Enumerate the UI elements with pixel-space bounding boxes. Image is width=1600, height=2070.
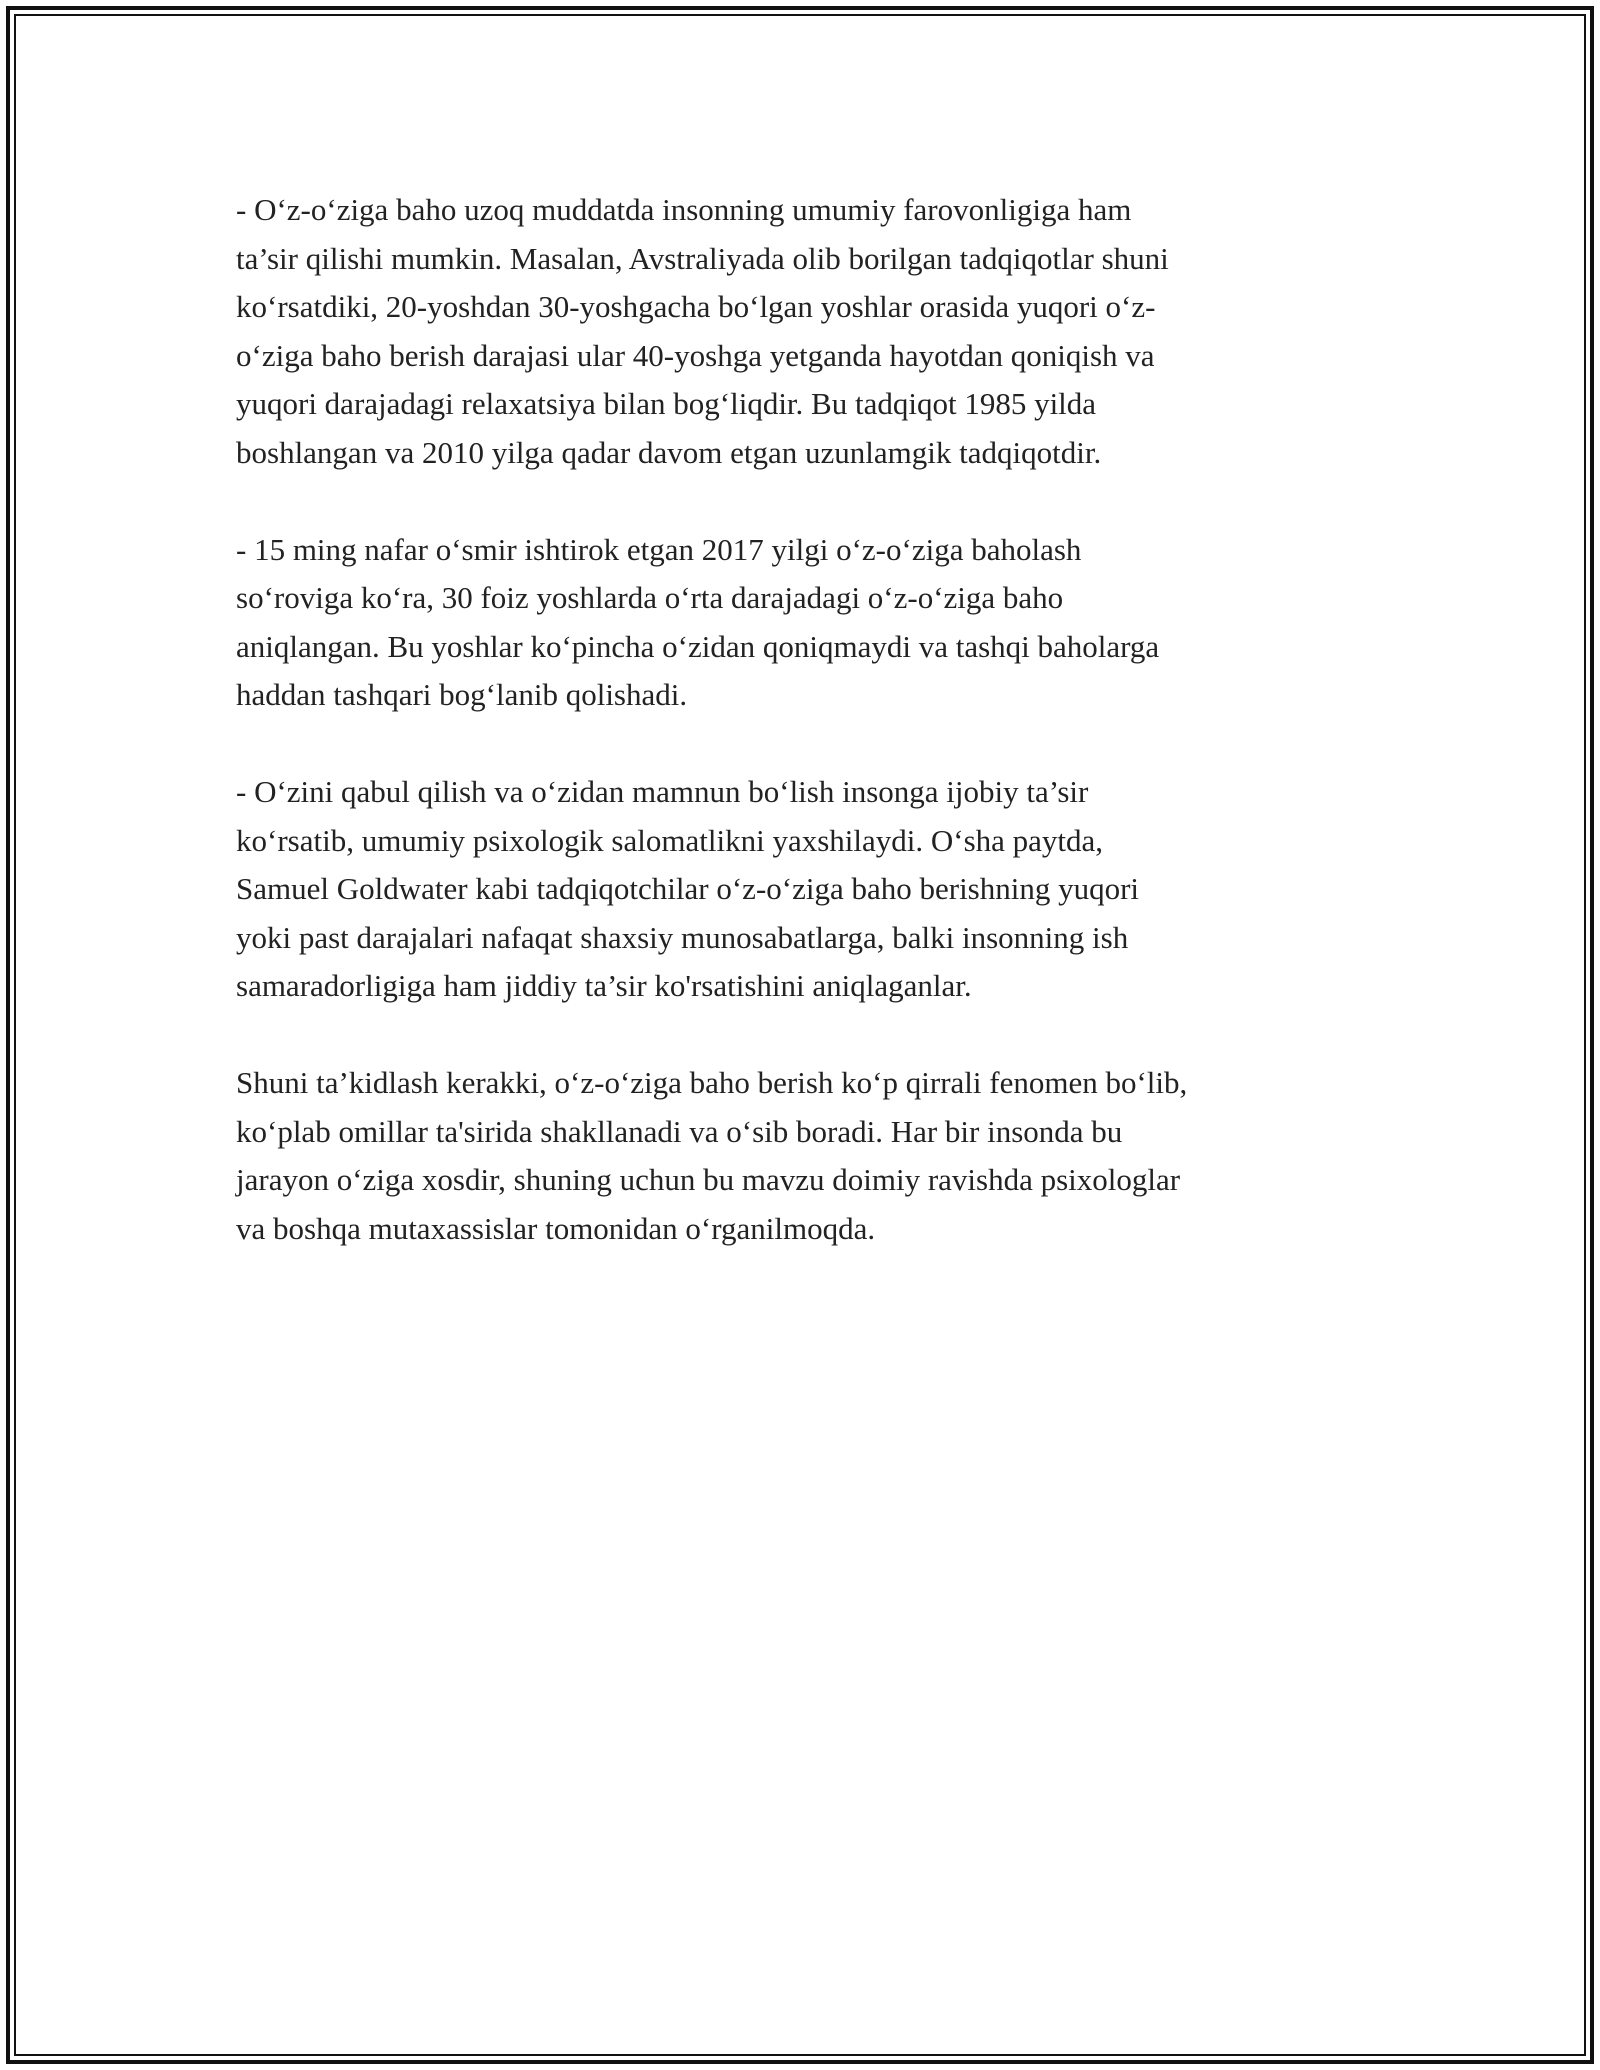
paragraph-conclusion: Shuni ta’kidlash kerakki, o‘z-o‘ziga baho berish ko‘p qirrali fenomen bo‘lib, ko‘plab omillar ta'sirida shakllanadi va o‘sib boradi. Har bir insonda bu jarayon o‘ziga xosdir, shuning uchun bu mavzu doimiy ravishda psixologlar va boshqa mutaxassislar tomonidan o‘rganilmoqda.	[236, 1065, 1188, 1246]
paragraph-teen-survey: - 15 ming nafar o‘smir ishtirok etgan 2017 yilgi o‘z-o‘ziga baholash so‘roviga ko‘ra, 30 foiz yoshlarda o‘rta darajadagi o‘z-o‘ziga baho aniqlangan. Bu yoshlar ko‘pincha o‘zidan qoniqmaydi va tashqi baholarga haddan tashqari bog‘lanib qolishadi.	[236, 531, 1160, 712]
paragraph-longterm-wellbeing: - O‘z-o‘ziga baho uzoq muddatda insonning umumiy farovonligiga ham ta’sir qilishi mumkin. Masalan, Avstraliyada olib borilgan tadqiqotlar shuni ko‘rsatdiki, 20-yoshdan 30-yoshgacha bo‘lgan yoshlar orasida yuqori o‘z- o‘ziga baho berish darajasi ular 40-yoshga yetganda hayotdan qoniqish va yuqori darajadagi relaxatsiya bilan bog‘liqdir. Bu tadqiqot 1985 yilda boshlangan va 2010 yilga qadar davom etgan uzunlamgik tadqiqotdir.	[236, 192, 1169, 470]
document-body	[236, 186, 1376, 1302]
paragraph-self-acceptance: - O‘zini qabul qilish va o‘zidan mamnun bo‘lish insonga ijobiy ta’sir ko‘rsatib, umumiy psixologik salomatlikni yaxshilaydi. O‘sha paytda, Samuel Goldwater kabi tadqiqotchilar o‘z-o‘ziga baho berishning yuqori yoki past darajalari nafaqat shaxsiy munosabatlarga, balki insonning ish samaradorligiga ham jiddiy ta’sir ko'rsatishini aniqlaganlar.	[236, 774, 1140, 1003]
